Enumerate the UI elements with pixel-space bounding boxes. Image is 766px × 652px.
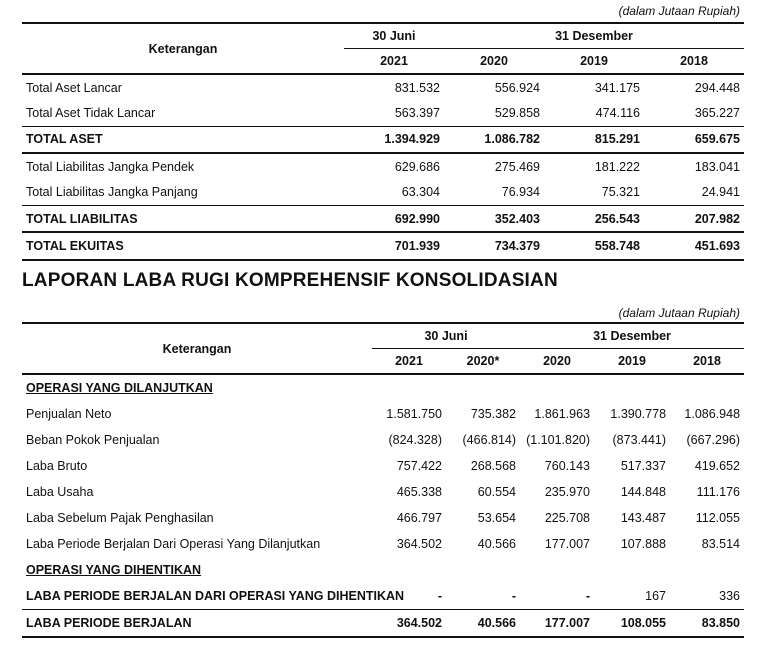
cell-value: 815.291 — [594, 132, 640, 147]
cell-value: 207.982 — [694, 211, 740, 226]
cell-value: - — [437, 589, 442, 603]
table-row — [22, 180, 744, 206]
cell-value: 235.970 — [544, 485, 591, 499]
cell-value: 466.797 — [396, 511, 442, 525]
table-row — [22, 479, 744, 505]
cell-value: 629.686 — [394, 159, 440, 174]
balance-year: 2021 — [380, 54, 408, 68]
balance-period-a: 30 Juni — [344, 23, 444, 49]
income-year: 2019 — [618, 354, 646, 368]
cell-value: 111.176 — [696, 485, 741, 499]
cell-value: 419.652 — [694, 459, 741, 473]
cell-value: 757.422 — [396, 459, 442, 473]
table-row — [22, 205, 744, 232]
cell-value: 275.469 — [494, 159, 540, 174]
row-label: Beban Pokok Penjualan — [26, 433, 160, 447]
cell-value: 24.941 — [701, 185, 740, 200]
cell-value: 83.514 — [701, 537, 741, 551]
income-year: 2020* — [466, 354, 500, 368]
table-row — [22, 232, 744, 259]
section-heading-row — [22, 374, 744, 401]
cell-value: 474.116 — [595, 106, 640, 121]
cell-value: 556.924 — [494, 80, 540, 95]
cell-value: 108.055 — [620, 616, 667, 630]
cell-value: - — [511, 589, 517, 603]
cell-value: (466.814) — [462, 433, 517, 447]
row-label: TOTAL EKUITAS — [26, 239, 124, 254]
cell-value: 831.532 — [394, 80, 440, 95]
cell-value: 144.848 — [620, 485, 667, 499]
row-label: Laba Usaha — [26, 485, 94, 499]
cell-value: 529.858 — [494, 106, 540, 121]
cell-value: 1.581.750 — [386, 407, 442, 421]
cell-value: 365.227 — [694, 106, 740, 121]
cell-value: 1.086.948 — [684, 407, 741, 421]
income-year: 2018 — [693, 354, 721, 368]
cell-value: 75.321 — [601, 185, 640, 200]
table-row — [22, 531, 744, 557]
income-section-title: LAPORAN LABA RUGI KOMPREHENSIF KONSOLIDASIAN — [22, 270, 558, 291]
balance-sheet-table — [22, 22, 744, 261]
cell-value: 336 — [719, 589, 741, 603]
balance-unit-note: (dalam Jutaan Rupiah) — [618, 4, 740, 18]
cell-value: 225.708 — [544, 511, 591, 525]
cell-value: 734.379 — [494, 239, 540, 254]
cell-value: 294.448 — [694, 80, 740, 95]
cell-value: 692.990 — [394, 211, 440, 226]
cell-value: (824.328) — [388, 433, 442, 447]
row-label: Total Aset Tidak Lancar — [26, 106, 156, 121]
cell-value: (667.296) — [686, 433, 741, 447]
cell-value: 181.222 — [594, 159, 640, 174]
cell-value: (1.101.820) — [526, 433, 591, 447]
balance-header-label: Keterangan — [22, 23, 344, 74]
income-year: 2021 — [395, 354, 423, 368]
continuing-heading: OPERASI YANG DILANJUTKAN — [26, 381, 213, 395]
cell-value: 76.934 — [501, 185, 540, 200]
cell-value: 177.007 — [544, 616, 591, 630]
section-heading-row — [22, 557, 744, 583]
cell-value: 1.394.929 — [384, 132, 440, 147]
cell-value: 60.554 — [477, 485, 517, 499]
cell-value: 701.939 — [394, 239, 440, 254]
income-year: 2020 — [543, 354, 571, 368]
cell-value: 40.566 — [477, 616, 517, 630]
cell-value: 143.487 — [620, 511, 667, 525]
row-label: Laba Sebelum Pajak Penghasilan — [26, 511, 214, 525]
income-period-a: 30 Juni — [372, 323, 520, 349]
row-label: TOTAL ASET — [26, 132, 103, 147]
balance-year: 2020 — [480, 54, 508, 68]
table-row — [22, 505, 744, 531]
cell-value: 341.175 — [594, 80, 640, 95]
table-row — [22, 126, 744, 153]
cell-value: 760.143 — [544, 459, 591, 473]
table-row — [22, 427, 744, 453]
row-label: Laba Bruto — [26, 459, 88, 473]
cell-value: 1.390.778 — [610, 407, 667, 421]
row-label: Total Aset Lancar — [26, 80, 122, 95]
cell-value: 183.041 — [694, 159, 740, 174]
balance-year: 2018 — [680, 54, 708, 68]
cell-value: 1.086.782 — [484, 132, 540, 147]
income-unit-note: (dalam Jutaan Rupiah) — [618, 306, 740, 320]
table-row — [22, 401, 744, 427]
cell-value: 352.403 — [494, 211, 540, 226]
cell-value: 107.888 — [620, 537, 667, 551]
cell-value: 40.566 — [477, 537, 517, 551]
cell-value: - — [585, 589, 591, 603]
row-label: TOTAL LIABILITAS — [26, 211, 138, 226]
cell-value: 167 — [645, 589, 667, 603]
table-row — [22, 453, 744, 479]
cell-value: 83.850 — [701, 616, 741, 630]
cell-value: 53.654 — [477, 511, 517, 525]
table-row — [22, 610, 744, 638]
income-period-b: 31 Desember — [520, 323, 744, 349]
cell-value: 558.748 — [594, 239, 640, 254]
table-row — [22, 100, 744, 126]
balance-period-b: 31 Desember — [444, 23, 744, 49]
cell-value: 1.861.963 — [534, 407, 591, 421]
row-label: Total Liabilitas Jangka Pendek — [26, 159, 195, 174]
row-label: Total Liabilitas Jangka Panjang — [26, 185, 198, 200]
cell-value: 256.543 — [594, 211, 640, 226]
row-label: Penjualan Neto — [26, 407, 112, 421]
row-label: LABA PERIODE BERJALAN DARI OPERASI YANG DIHENTIKAN — [26, 589, 405, 603]
cell-value: (873.441) — [612, 433, 667, 447]
income-header-label: Keterangan — [22, 323, 372, 374]
cell-value: 517.337 — [620, 459, 667, 473]
balance-year: 2019 — [580, 54, 608, 68]
row-label: Laba Periode Berjalan Dari Operasi Yang Dilanjutkan — [26, 537, 321, 551]
row-label: LABA PERIODE BERJALAN — [26, 616, 192, 630]
cell-value: 451.693 — [694, 239, 740, 254]
cell-value: 268.568 — [470, 459, 517, 473]
cell-value: 177.007 — [544, 537, 591, 551]
cell-value: 63.304 — [401, 185, 440, 200]
cell-value: 112.055 — [695, 511, 741, 525]
income-statement-table — [22, 322, 744, 638]
cell-value: 659.675 — [694, 132, 740, 147]
cell-value: 364.502 — [396, 616, 442, 630]
table-row — [22, 153, 744, 179]
cell-value: 735.382 — [470, 407, 517, 421]
table-row — [22, 583, 744, 610]
table-row — [22, 74, 744, 100]
cell-value: 465.338 — [396, 485, 442, 499]
cell-value: 563.397 — [394, 106, 440, 121]
cell-value: 364.502 — [396, 537, 442, 551]
discontinued-heading: OPERASI YANG DIHENTIKAN — [26, 563, 202, 577]
